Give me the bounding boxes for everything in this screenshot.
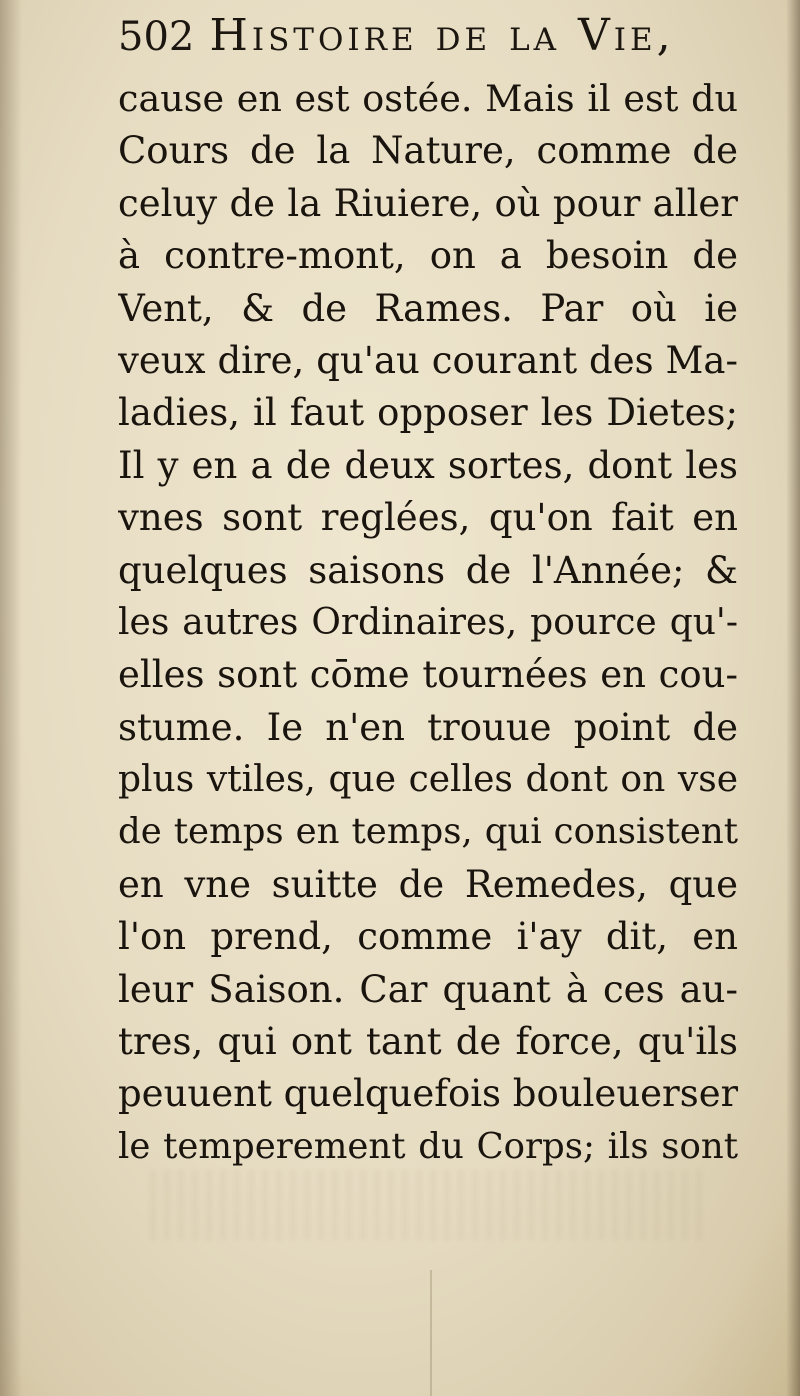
text-line: ladies, il faut opposer les Dietes; [118, 391, 738, 435]
text-line: à contre-mont, on a besoin de [118, 234, 738, 278]
text-line: Cours de la Nature, comme de [118, 129, 738, 173]
text-line: tres, qui ont tant de force, qu'ils [118, 1020, 738, 1064]
text-line: de temps en temps, qui consistent [118, 811, 738, 853]
text-line: vnes sont reglées, qu'on fait en [118, 496, 738, 540]
ink-bleed-through [150, 1170, 710, 1240]
text-line: celuy de la Riuiere, où pour aller [118, 181, 738, 225]
text-line: l'on prend, comme i'ay dit, en [118, 915, 738, 959]
gutter-shadow [0, 0, 22, 1396]
text-line: quelques saisons de l'Année; & [118, 548, 738, 592]
text-line: peuuent quelquefois bouleuerser [118, 1072, 738, 1116]
text-line: elles sont cōme tournées en cou- [118, 653, 738, 697]
text-line: stume. Ie n'en trouue point de [118, 705, 738, 749]
text-line: Vent, & de Rames. Par où ie [118, 286, 738, 330]
paper-crease [430, 1270, 432, 1396]
text-line: les autres Ordinaires, pource qu'- [118, 601, 738, 643]
text-line: leur Saison. Car quant à ces au- [118, 967, 738, 1011]
text-line: plus vtiles, que celles dont on vse [118, 759, 738, 801]
page-number: 502 [118, 14, 195, 60]
page-edge-shadow [786, 0, 800, 1396]
text-line: le temperement du Corps; ils sont [118, 1125, 738, 1167]
running-title: Histoire de la Vie, [209, 10, 675, 61]
page-header [118, 10, 738, 72]
text-line: cause en est ostée. Mais il est du [118, 77, 738, 120]
text-line: en vne suitte de Remedes, que [118, 862, 738, 906]
text-line: veux dire, qu'au courant des Ma- [118, 338, 738, 382]
text-line: Il y en a de deux sortes, dont les [118, 443, 738, 487]
body-text [118, 73, 738, 1173]
